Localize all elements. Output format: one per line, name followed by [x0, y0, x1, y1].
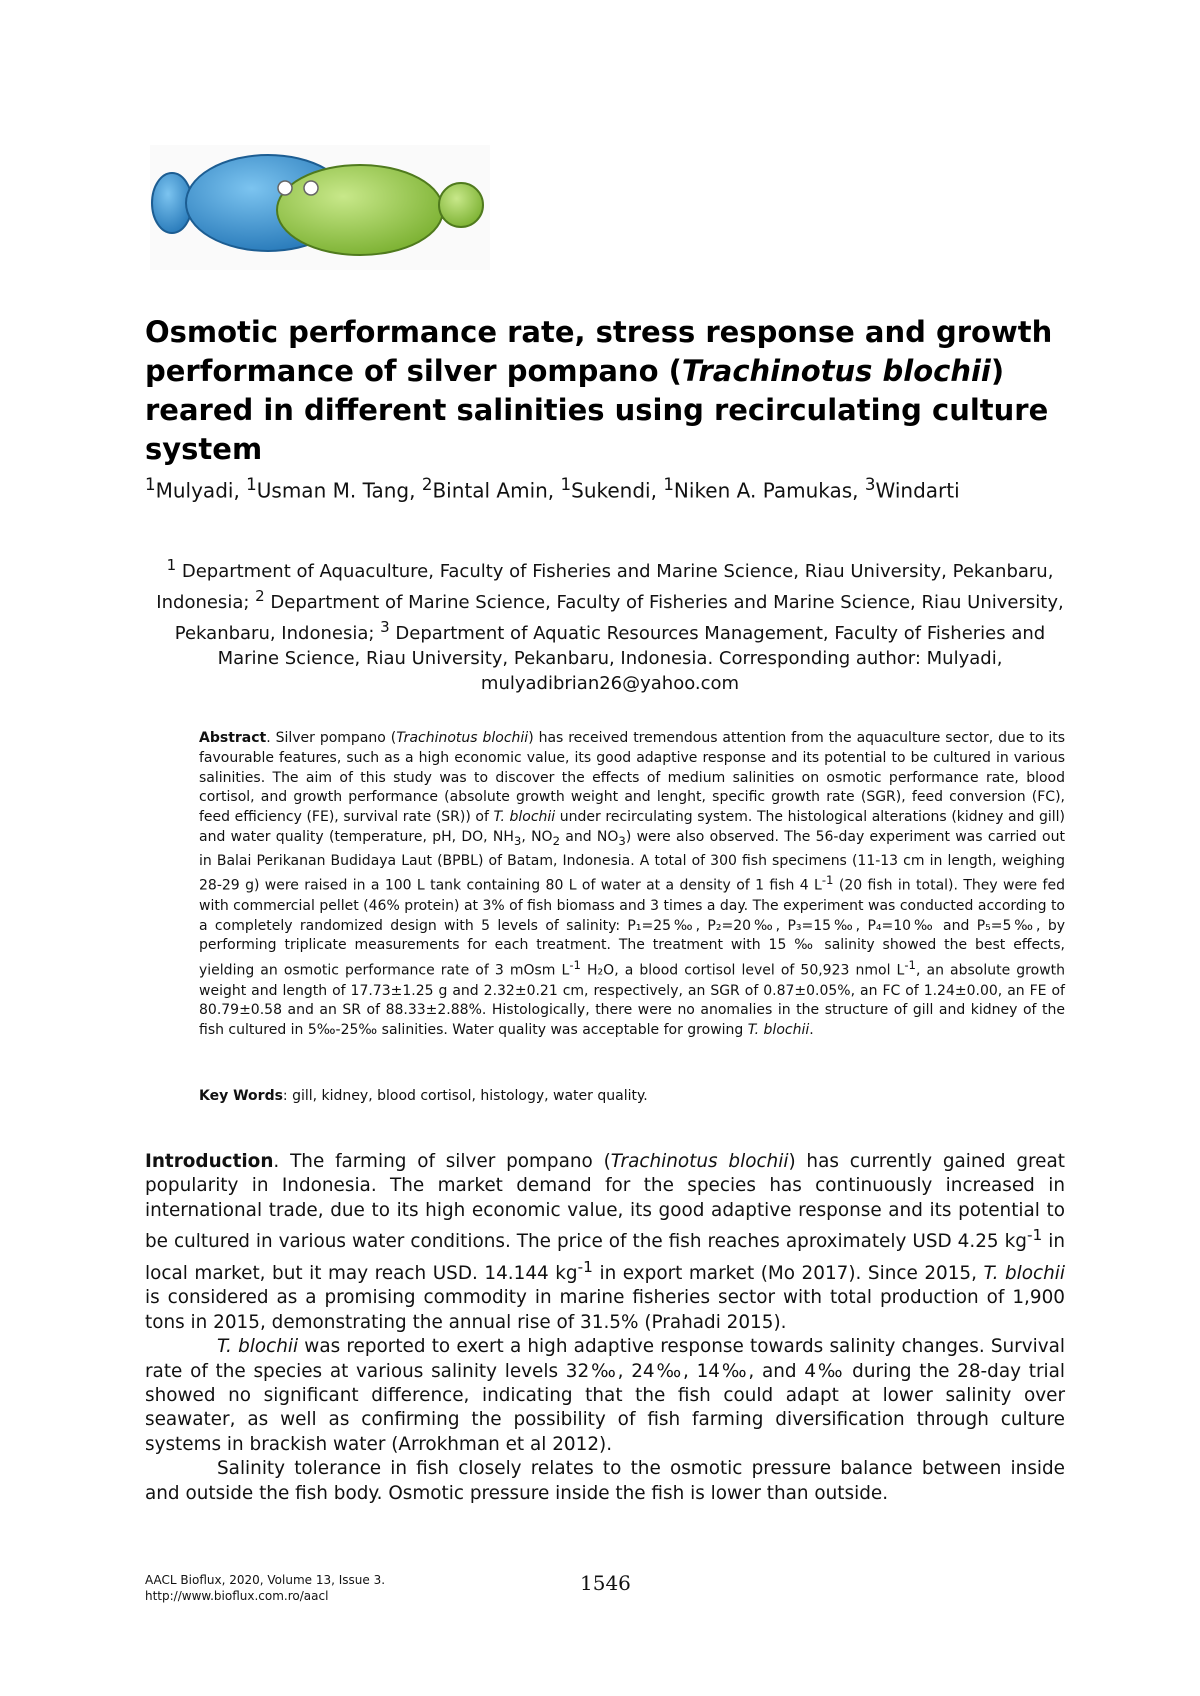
- abstract: Abstract. Silver pompano (Trachinotus blochii) has received tremendous attention from the aquaculture sector, due to its favourable features, such as a high economic value, its good adaptive response and its potential to be cultured in various salinities. The aim of this study was to discover the effects of medium salinities on osmotic performance rate, blood cortisol, and growth performance (absolute growth weight and lenght, specific growth rate (SGR), feed conversion (FC), feed efficiency (FE), survival rate (SR)) of T. blochii under recirculating system. The histological alterations (kidney and gill) and water quality (temperature, pH, DO, $NH_3$, $NO_2$ and $NO_3$) were also observed. The 56-day experiment was carried out in Balai Perikanan Budidaya Laut (BPBL) of Batam, Indonesia. A total of 300 fish specimens (11-13 cm in length, weighing 28-29 g) were raised in a 100 L tank containing 80 L of water at a density of 1 fish 4 $L^{-1}$ (20 fish in total). They were fed with commercial pellet (46% protein) at 3% of fish biomass and 3 times a day. The experiment was conducted according to a completely randomized design with 5 levels of salinity: P₁=25‰, P₂=20‰, P₃=15‰, P₄=10‰ and P₅=5‰, by performing triplicate measurements for each treatment. The treatment with 15 ‰ salinity showed the best effects, yielding an osmotic performance rate of 3 mOsm $L^{-1}$ H₂O, a blood cortisol level of 50,923 nmol $L^{-1}$, an absolute growth weight and length of 17.73±1.25 g and 2.32±0.21 cm, respectively, an SGR of 0.87±0.05%, an FC of 1.24±0.00, an FE of 80.79±0.58 and an SR of 88.33±2.88%. Histologically, there were no anomalies in the structure of gill and kidney of the fish cultured in 5‰-25‰ salinities. Water quality was acceptable for growing T. blochii.: [199, 730, 1066, 1039]
- author-list: $^1$Mulyadi, $^1$Usman M. Tang, $^2$Bintal Amin, $^1$Sukendi, $^1$Niken A. Pamukas, $^3$Windarti: [145, 475, 960, 503]
- abstract-label: Abstract: [199, 730, 267, 746]
- overlapping-cells-logo-icon: [150, 145, 490, 270]
- intro-paragraph-2: T. blochii was reported to exert a high adaptive response towards salinity changes. Survival rate of the species at various salinity levels 32‰, 24‰, 14‰, and 4‰ during the 28-day trial showed no significant difference, indicating that the fish could adapt at lower salinity over seawater, as well as confirming the possibility of fish farming diversification through culture systems in brackish water (Arrokhman et al 2012).: [145, 1336, 1065, 1455]
- small-green-cell: [439, 183, 483, 227]
- white-dot-right: [304, 181, 318, 195]
- white-dot-left: [278, 181, 292, 195]
- introduction-section: [145, 1150, 1065, 1506]
- affiliations: $^1$ Department of Aquaculture, Faculty of Fisheries and Marine Science, Riau University, Pekanbaru, Indonesia; $^2$ Department of Marine Science, Faculty of Fisheries and Marine Science, Riau University, Pekanbaru, Indonesia; $^3$ Department of Aquatic Resources Management, Faculty of Fisheries and Marine Science, Riau University, Pekanbaru, Indonesia. Corresponding author: Mulyadi, mulyadibrian26@yahoo.com: [156, 556, 1064, 694]
- intro-paragraph-1: Introduction. The farming of silver pompano (Trachinotus blochii) has currently gained great popularity in Indonesia. The market demand for the species has continuously increased in international trade, due to its high economic value, its good adaptive response and its potential to be cultured in various water conditions. The price of the fish reaches aproximately USD 4.25 $kg^{-1}$ in local market, but it may reach USD. 14.144 $kg^{-1}$ in export market (Mo 2017). Since 2015, T. blochii is considered as a promising commodity in marine fisheries sector with total production of 1,900 tons in 2015, demonstrating the annual rise of 31.5% (Prahadi 2015).: [145, 1151, 1065, 1333]
- journal-logo: [150, 145, 490, 270]
- journal-url-link[interactable]: http://www.bioflux.com.ro/aacl: [145, 1589, 329, 1603]
- journal-citation: AACL Bioflux, 2020, Volume 13, Issue 3.: [145, 1573, 386, 1587]
- keywords: Key Words: gill, kidney, blood cortisol, histology, water quality.: [199, 1088, 648, 1104]
- keywords-label: Key Words: [199, 1088, 283, 1104]
- page-number: 1546: [580, 1571, 631, 1595]
- intro-heading: Introduction: [145, 1151, 274, 1172]
- large-green-cell: [277, 165, 443, 255]
- paper-title: Osmotic performance rate, stress response and growth performance of silver pompano (Trachinotus blochii) reared in different salinities using recirculating culture system: [145, 315, 1053, 466]
- journal-footer: [145, 1572, 385, 1604]
- intro-paragraph-3: Salinity tolerance in fish closely relates to the osmotic pressure balance between inside and outside the fish body. Osmotic pressure inside the fish is lower than outside.: [145, 1458, 1065, 1504]
